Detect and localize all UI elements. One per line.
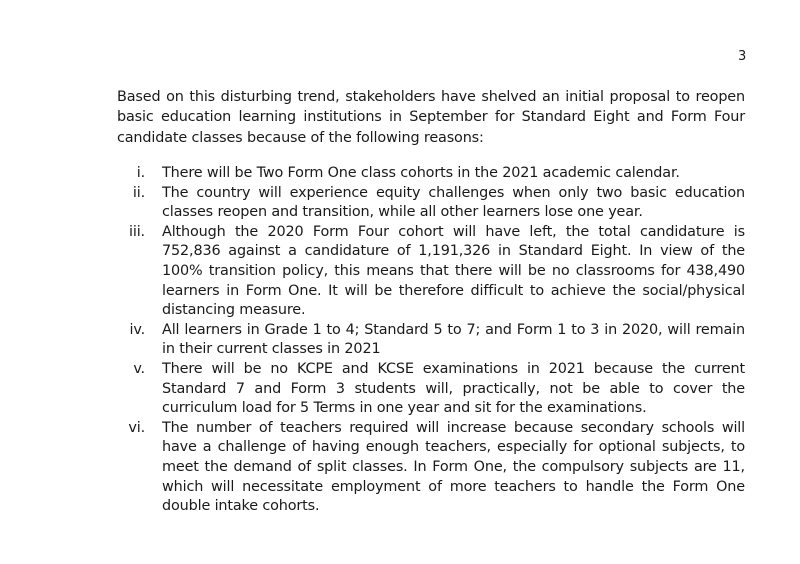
reason-text: The country will experience equity challenges when only two basic education classes reopen and transition, while all other learners lose one year. xyxy=(162,184,745,221)
intro-paragraph: Based on this disturbing trend, stakeholders have shelved an initial proposal to reopen basic education learning institutions in September for Standard Eight and Form Four candidate classes because of the following reasons: xyxy=(117,89,745,146)
reason-item-i xyxy=(117,164,745,184)
reason-text: There will be no KCPE and KCSE examinations in 2021 because the current Standard 7 and Form 3 students will, practically, not be able to cover the curriculum load for 5 Terms in one year and sit for the examinations. xyxy=(162,360,745,417)
reason-text: All learners in Grade 1 to 4; Standard 5 to 7; and Form 1 to 3 in 2020, will remain in their current classes in 2021 xyxy=(162,321,745,358)
reason-item-ii xyxy=(117,184,745,223)
reason-item-iii xyxy=(117,223,745,321)
reason-numeral: ii. xyxy=(132,184,145,201)
reason-item-vi xyxy=(117,419,745,517)
reason-numeral: iii. xyxy=(129,223,145,240)
reason-numeral: i. xyxy=(136,165,145,181)
reason-text: Although the 2020 Form Four cohort will have left, the total candidature is 752,836 against a candidature of 1,191,326 in Standard Eight. In view of the 100% transition policy, this means that there will be no classrooms for 438,490 learners in Form One. It will be therefore difficult to achieve the social/physical distancing measure. xyxy=(162,223,745,319)
reason-item-iv xyxy=(117,321,745,360)
reason-numeral: v. xyxy=(133,360,145,377)
page-number: 3 xyxy=(738,49,747,64)
reasons-list xyxy=(117,164,745,517)
reason-text: The number of teachers required will increase because secondary schools will have a challenge of having enough teachers, especially for optional subjects, to meet the demand of split classes. In Form One, the compulsory subjects are 11, which will necessitate employment of more teachers to handle the Form One double intake cohorts. xyxy=(162,419,745,515)
reason-text: There will be Two Form One class cohorts in the 2021 academic calendar. xyxy=(162,165,680,181)
reason-numeral: iv. xyxy=(129,321,145,338)
reason-numeral: vi. xyxy=(128,419,145,436)
reason-item-v xyxy=(117,360,745,419)
